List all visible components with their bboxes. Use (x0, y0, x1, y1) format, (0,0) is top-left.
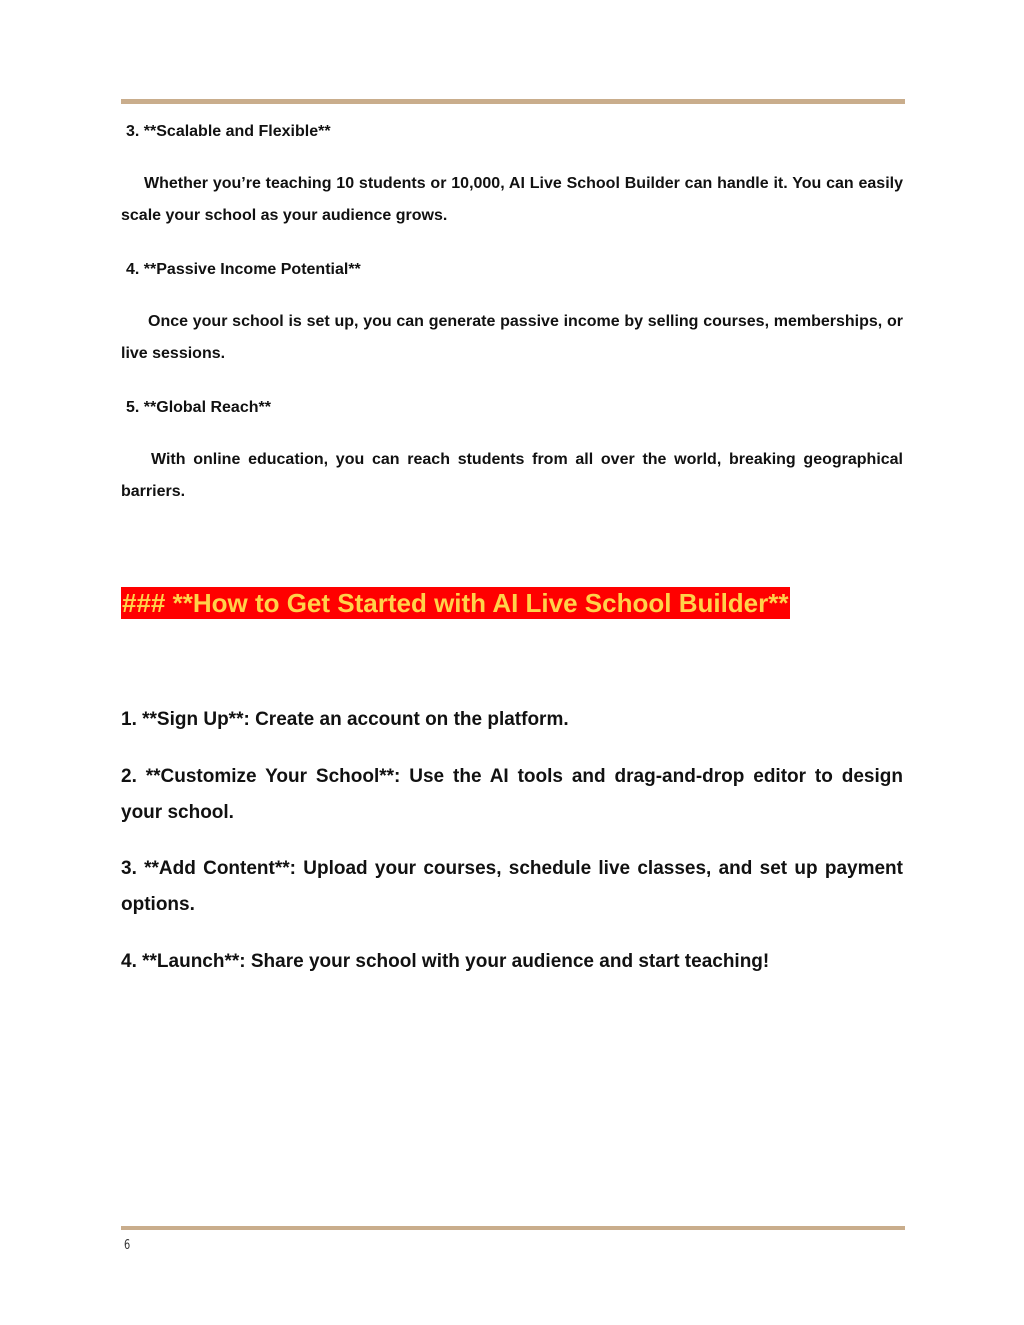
step-sign-up: 1. **Sign Up**: Create an account on the platform. (121, 709, 569, 730)
step-customize-school: 2. **Customize Your School**: Use the AI tools and drag-and-drop editor to design your school. (121, 766, 903, 823)
page-number: 6 (124, 1238, 131, 1253)
benefit-heading-passive-income: 4. **Passive Income Potential** (126, 261, 361, 278)
step-launch: 4. **Launch**: Share your school with your audience and start teaching! (121, 951, 770, 972)
header-rule (121, 99, 905, 104)
step-add-content: 3. **Add Content**: Upload your courses, schedule live classes, and set up payment options. (121, 858, 903, 915)
footer-rule (121, 1226, 905, 1230)
benefit-heading-global-reach: 5. **Global Reach** (126, 399, 271, 416)
section-heading-get-started: ### **How to Get Started with AI Live School Builder** (122, 588, 789, 618)
benefit-body-scalable: Whether you’re teaching 10 students or 10,000, AI Live School Builder can handle it. You can easily scale your school as your audience grows. (121, 175, 903, 224)
benefit-body-passive-income: Once your school is set up, you can generate passive income by selling courses, memberships, or live sessions. (121, 313, 903, 362)
benefit-body-global-reach: With online education, you can reach students from all over the world, breaking geographical barriers. (121, 451, 903, 500)
benefit-heading-scalable: 3. **Scalable and Flexible** (126, 123, 331, 140)
